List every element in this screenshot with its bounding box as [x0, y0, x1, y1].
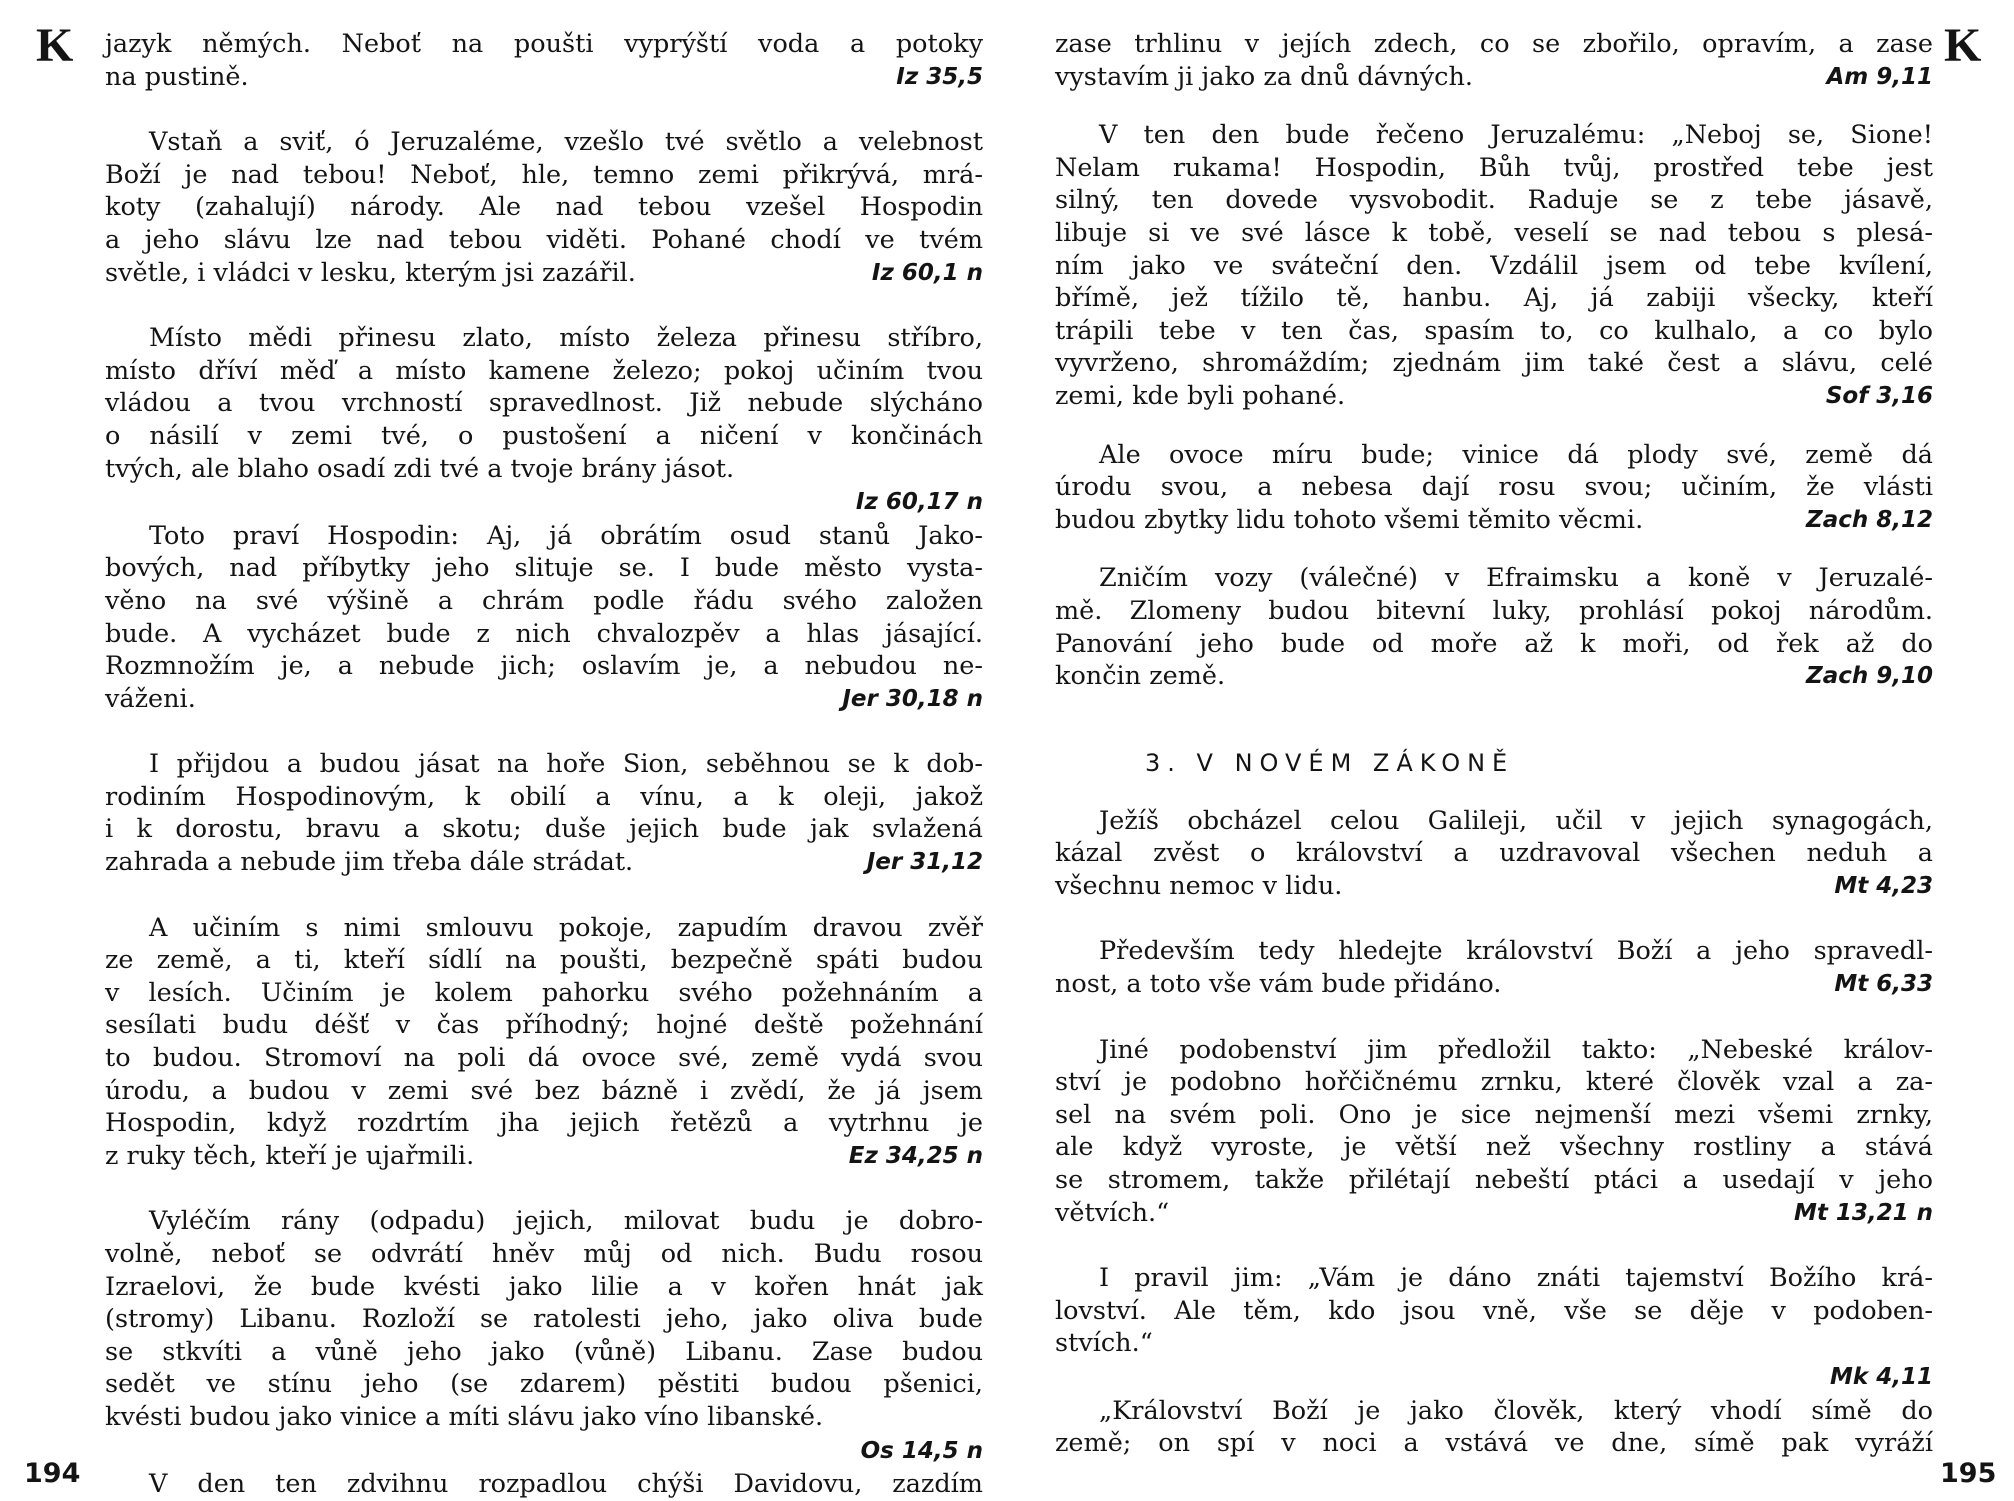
scripture-passage	[105, 748, 983, 878]
scripture-passage	[105, 912, 983, 1173]
passage-line: úrodu, a budou v zemi své bez bázně i zvědí, že já jsem	[105, 1075, 983, 1106]
scripture-passage	[1055, 1262, 1933, 1392]
passage-last-line	[1055, 660, 1933, 693]
scripture-reference: Iz 35,5	[896, 63, 983, 90]
passage-gap	[1055, 1229, 1933, 1262]
passage-line: ale když vyroste, je větší než všechny rostliny a stává	[1055, 1132, 1933, 1163]
passage-line: Vyléčím rány (odpadu) jejich, milovat budu je dobro-	[149, 1206, 983, 1237]
passage-line: V ten den bude řečeno Jeruzalému: „Neboj se, Sione!	[1099, 120, 1933, 151]
passage-line: Ale ovoce míru bude; vinice dá plody své, země dá	[1099, 439, 1933, 470]
passage-line: v lesích. Učiním je kolem pahorku svého požehnáním a	[105, 977, 983, 1008]
passage-line: vystavím ji jako za dnů dávných.	[1055, 61, 1473, 92]
passage-line: I přijdou a budou jásat na hoře Sion, seběhnou se k dob-	[149, 749, 983, 780]
passage-line: Toto praví Hospodin: Aj, já obrátím osud stanů Jako-	[149, 520, 983, 551]
passage-line: Místo mědi přinesu zlato, místo železa přinesu stříbro,	[149, 323, 983, 354]
passage-line: tvých, ale blaho osadí zdi tvé a tvoje brány jásot.	[105, 453, 735, 484]
passage-line: břímě, jež tížilo tě, hanbu. Aj, já zabiji všecky, kteří	[1055, 283, 1933, 314]
passage-line: to budou. Stromoví na poli dá ovoce své, země vydá svou	[105, 1043, 983, 1074]
passage-line: A učiním s nimi smlouvu pokoje, zapudím dravou zvěř	[149, 912, 983, 943]
reference-line	[1055, 1360, 1933, 1393]
passage-last-line	[1055, 1197, 1933, 1230]
scripture-reference: Sof 3,16	[1825, 382, 1933, 409]
passage-gap	[1055, 902, 1933, 935]
thumb-index-letter: K	[36, 19, 74, 72]
passage-gap	[105, 715, 983, 748]
scripture-reference: Jer 30,18 n	[842, 685, 983, 712]
scripture-passage	[105, 1205, 983, 1466]
right-text-column	[1055, 28, 1933, 1460]
scripture-passage	[1055, 935, 1933, 1000]
passage-gap	[1055, 536, 1933, 562]
scripture-passage	[105, 126, 983, 289]
passage-gap	[1055, 1001, 1933, 1034]
passage-gap	[105, 289, 983, 322]
passage-line: Nelam rukama! Hospodin, Bůh tvůj, prostřed tebe jest	[1055, 152, 1933, 183]
scripture-reference: Mt 6,33	[1834, 971, 1933, 998]
passage-line: zahrada a nebude jim třeba dále strádat.	[105, 847, 634, 878]
passage-line: váženi.	[105, 683, 196, 714]
passage-last-line	[105, 61, 983, 94]
passage-line: zase trhlinu v jejích zdech, co se zbořilo, opravím, a zase	[1055, 29, 1933, 59]
reference-line	[105, 1434, 983, 1467]
passage-line: Izraelovi, že bude kvésti jako lilie a v kořen hnát jak	[105, 1271, 983, 1302]
passage-line: „Království Boží je jako člověk, který vhodí símě do	[1099, 1395, 1933, 1426]
scripture-passage	[1055, 1034, 1933, 1230]
scripture-passage	[1055, 1395, 1933, 1460]
scripture-reference: Ez 34,25 n	[848, 1142, 983, 1169]
passage-line: vyvrženo, shromáždím; zjednám jim také čest a slávu, celé	[1055, 348, 1933, 379]
passage-gap	[105, 879, 983, 912]
scripture-reference: Iz 60,1 n	[871, 259, 983, 286]
passage-line: o násilí v zemi tvé, o pustošení a ničení v končinách	[105, 420, 983, 451]
passage-line: lovství. Ale těm, kdo jsou vně, vše se děje v podoben-	[1055, 1295, 1933, 1326]
scripture-reference: Iz 60,17 n	[855, 489, 983, 516]
passages-after-heading	[1055, 805, 1933, 1460]
passage-line: rodiním Hospodinovým, k obilí a vínu, a k oleji, jakož	[105, 781, 983, 812]
passage-gap	[1055, 93, 1933, 119]
passage-line: světle, i vládci v lesku, kterým jsi zazářil.	[105, 257, 636, 288]
passage-line: věno na své výšině a chrám podle řádu svého založen	[105, 585, 983, 616]
passage-last-line	[1055, 504, 1933, 537]
scripture-reference: Os 14,5 n	[860, 1437, 983, 1464]
passage-line: Boží je nad tebou! Neboť, hle, temno zemi přikrývá, mrá-	[105, 159, 983, 190]
scripture-passage	[1055, 28, 1933, 93]
passage-line: Panování jeho bude od moře až k moři, od řek až do	[1055, 628, 1933, 659]
scripture-passage	[105, 28, 983, 93]
passage-line: mě. Zlomeny budou bitevní luky, prohlásí pokoj národům.	[1055, 595, 1933, 626]
passage-line: i k dorostu, bravu a skotu; duše jejich bude jak svlažená	[105, 814, 983, 845]
passage-line: kázal zvěst o království a uzdravoval všechen neduh a	[1055, 838, 1933, 869]
passage-line: sedět ve stínu jeho (se zdarem) pěstiti budou pšenici,	[105, 1369, 983, 1400]
scripture-passage	[1055, 562, 1933, 692]
page-number: 195	[1940, 1458, 1997, 1489]
scripture-reference: Zach 8,12	[1806, 506, 1933, 533]
scripture-reference: Mt 4,23	[1834, 872, 1933, 899]
thumb-index-letter: K	[1944, 19, 1982, 72]
passage-line: Vstaň a sviť, ó Jeruzaléme, vzešlo tvé světlo a velebnost	[149, 127, 983, 158]
scripture-passage	[105, 520, 983, 716]
scripture-reference: Mk 4,11	[1830, 1364, 1933, 1390]
scripture-passage	[105, 1468, 983, 1501]
passage-line: koty (zahalují) národy. Ale nad tebou vzešel Hospodin	[105, 192, 983, 223]
passage-line: vládou a tvou vrchností spravedlnost. Již nebude slýcháno	[105, 388, 983, 419]
scripture-reference: Mt 13,21 n	[1793, 1199, 1933, 1226]
scripture-passage	[1055, 119, 1933, 412]
passage-line: Zničím vozy (válečné) v Efraimsku a koně v Jeruzalé-	[1099, 563, 1933, 594]
section-heading: 3. V NOVÉM ZÁKONĚ	[1145, 748, 1515, 777]
passage-line: ním jako ve sváteční den. Vzdálil jsem od tebe kvílení,	[1055, 250, 1933, 281]
page-number: 194	[24, 1458, 81, 1489]
passage-last-line	[105, 846, 983, 879]
passage-last-line	[1055, 870, 1933, 903]
left-text-column	[105, 28, 983, 1501]
passage-line: všechnu nemoc v lidu.	[1055, 870, 1343, 901]
passage-line: kvésti budou jako vinice a míti slávu jako víno libanské.	[105, 1401, 824, 1432]
reference-line	[105, 485, 983, 518]
right-page	[1007, 0, 2014, 1501]
passage-line: z ruky těch, kteří je ujařmili.	[105, 1140, 475, 1171]
passage-line: budou zbytky lidu tohoto všemi těmito věcmi.	[1055, 504, 1644, 535]
passage-gap	[105, 93, 983, 126]
passage-line: trápili tebe v ten čas, spasím to, co kulhalo, a co bylo	[1055, 315, 1933, 346]
passage-gap	[105, 1172, 983, 1205]
passage-line: volně, neboť se odvrátí hněv můj od nich. Budu rosou	[105, 1239, 983, 1269]
passage-line: nost, a toto vše vám bude přidáno.	[1055, 969, 1502, 1000]
scripture-reference: Jer 31,12	[866, 849, 983, 876]
passage-line: libuje si ve své lásce k tobě, veselí se nad tebou s plesá-	[1055, 217, 1933, 248]
passage-line: Především tedy hledejte království Boží a jeho spravedl-	[1099, 936, 1933, 967]
passage-gap	[1055, 413, 1933, 439]
passage-line: V den ten zdvihnu rozpadlou chýši Davidovu, zazdím	[149, 1469, 983, 1500]
passage-line: úrodu svou, a nebesa dají rosu svou; učiním, že vlásti	[1055, 472, 1933, 503]
passage-line: sel na svém poli. Ono je sice nejmenší mezi všemi zrnky,	[1055, 1099, 1933, 1130]
passage-line: Rozmnožím je, a nebude jich; oslavím je, a nebudou ne-	[105, 651, 983, 682]
passage-line: Hospodin, když rozdrtím jha jejich řetězů a vytrhnu je	[105, 1108, 983, 1139]
passage-last-line	[1055, 61, 1933, 94]
passage-line: bude. A vycházet bude z nich chvalozpěv a hlas jásající.	[105, 618, 983, 649]
passage-line: končin země.	[1055, 661, 1226, 692]
passages-before-heading	[1055, 28, 1933, 693]
scripture-passage	[105, 322, 983, 518]
passage-line: silný, ten dovede vysvobodit. Raduje se z tebe jásavě,	[1055, 185, 1933, 216]
passage-line: ství je podobno hořčičnému zrnku, které člověk vzal a za-	[1055, 1067, 1933, 1098]
scripture-reference: Zach 9,10	[1806, 663, 1933, 690]
passage-line: Jiné podobenství jim předložil takto: „Nebeské králov-	[1099, 1034, 1933, 1065]
passage-line: zemi, kde byli pohané.	[1055, 380, 1346, 411]
scripture-reference: Am 9,11	[1826, 63, 1933, 90]
passage-line: a jeho slávu lze nad tebou viděti. Pohané chodí ve tvém	[105, 224, 983, 255]
passage-last-line	[105, 683, 983, 716]
passage-line: sesílati budu déšť v čas příhodný; hojné deště požehnání	[105, 1010, 983, 1041]
passage-line: Ježíš obcházel celou Galileji, učil v jejich synagogách,	[1099, 805, 1933, 836]
passage-line: na pustině.	[105, 61, 249, 92]
passage-last-line	[1055, 380, 1933, 413]
scripture-passage	[1055, 439, 1933, 537]
passage-line: ze země, a ti, kteří sídlí na poušti, bezpečně spáti budou	[105, 945, 983, 976]
passage-line: jazyk němých. Neboť na poušti vyprýští voda a potoky	[105, 29, 983, 59]
passage-line: se stromem, takže přilétají nebeští ptáci a usedají v jeho	[1055, 1165, 1933, 1196]
scripture-passage	[1055, 805, 1933, 903]
passage-line: větvích.“	[1055, 1197, 1170, 1228]
passage-line: země; on spí v noci a vstává ve dne, símě pak vyráží	[1055, 1428, 1933, 1459]
passage-last-line	[105, 1140, 983, 1173]
passage-line: místo dříví měď a místo kamene železo; pokoj učiním tvou	[105, 355, 983, 386]
passage-line: stvích.“	[1055, 1328, 1153, 1359]
passage-line: (stromy) Libanu. Rozloží se ratolesti jeho, jako oliva bude	[105, 1304, 983, 1335]
passage-last-line	[1055, 968, 1933, 1001]
passage-line: I pravil jim: „Vám je dáno znáti tajemství Božího krá-	[1099, 1263, 1933, 1294]
passage-last-line	[105, 257, 983, 290]
passage-line: bových, nad příbytky jeho slituje se. I bude město vysta-	[105, 553, 983, 584]
passage-line: se stkvíti a vůně jeho jako (vůně) Libanu. Zase budou	[105, 1336, 983, 1367]
